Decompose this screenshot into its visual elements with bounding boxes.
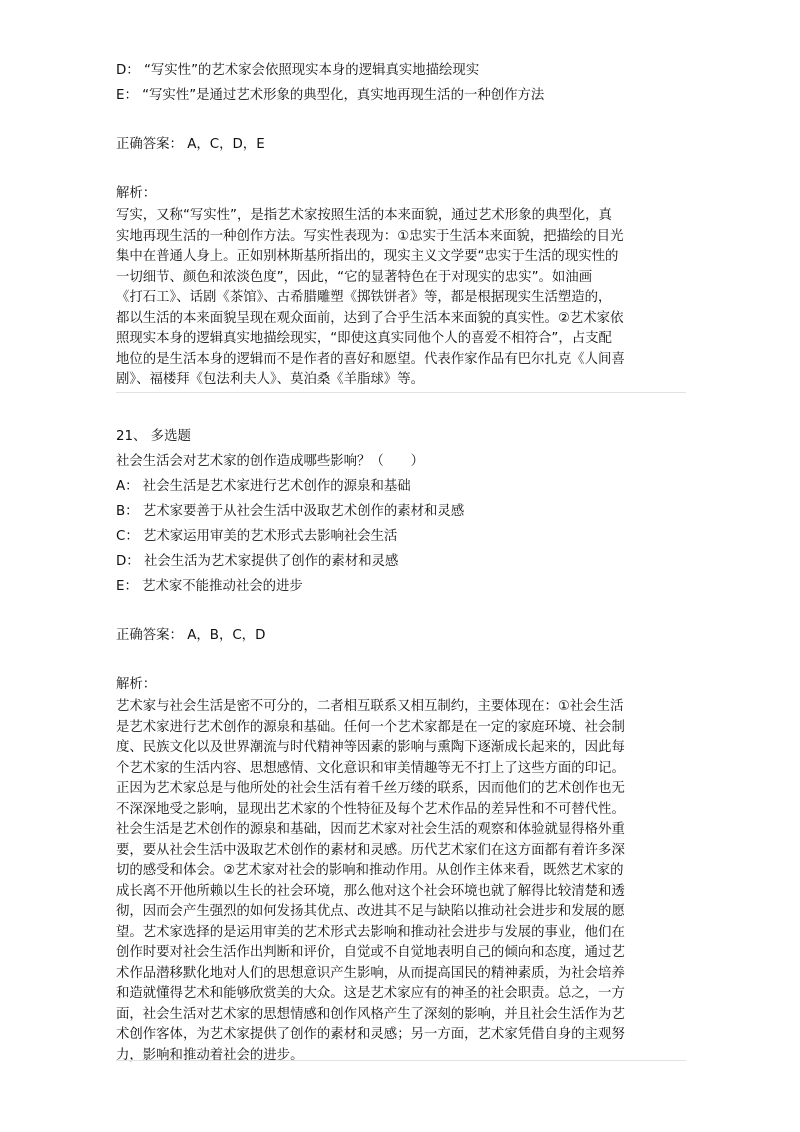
analysis-label: 解析： xyxy=(116,677,157,692)
option-b: B： 艺术家要善于从社会生活中汲取艺术创作的素材和灵感 xyxy=(116,504,465,519)
option-d: D： 社会生活为艺术家提供了创作的素材和灵感 xyxy=(116,554,399,569)
document-page xyxy=(116,58,686,391)
option-e: E： 艺术家不能推动社会的进步 xyxy=(116,579,303,594)
question-text: 社会生活会对艺术家的创作造成哪些影响？（ ） xyxy=(116,454,424,469)
option-c: C： 艺术家运用审美的艺术形式去影响社会生活 xyxy=(116,529,398,544)
correct-answer: 正确答案： A，C，D，E xyxy=(116,137,265,152)
question-21 xyxy=(116,424,686,1066)
question-number: 21、 多选题 xyxy=(116,429,191,444)
option-a: A： 社会生活是艺术家进行艺术创作的源泉和基础 xyxy=(116,479,411,494)
analysis-text: 艺术家与社会生活是密不可分的，二者相互联系又相互制约，主要体现在：①社会生活 是艺术家进行艺术创作的源泉和基础。任何一个艺术家都是在一定的家庭环境、社会制 度、民族文化以及世界潮流与时代精神等因素的影响与熏陶下逐渐成长起来的，因此每 个艺术家的生活内容、思想感情、文化意识和审美情趣等无不打上了这些方面的印记。 正因为艺术家总是与他所处的社会生活有着千丝万缕的联系，因而他们的艺术创作也无 不深深地受之影响，显现出艺术家的个性特征及每个艺术作品的差异性和不可替代性。 社会生活是艺术创作的源泉和基础，因而艺术家对社会生活的观察和体验就显得格外重 要，要从社会生活中汲取艺术创作的素材和灵感。历代艺术家们在这方面都有着许多深 切的感受和体会。②艺术家对社会的影响和推动作用。从创作主体来看，既然艺术家的 成长离不开他所赖以生长的社会环境，那么他对这个社会环境也就了解得比较清楚和透 彻，因而会产生强烈的如何发扬其优点、改进其不足与缺陷以推动社会进步和发展的愿 望。艺术家选择的是运用审美的艺术形式去影响和推动社会进步与发展的事业，他们在 创作时要对社会生活作出判断和评价，自觉或不自觉地表明自己的倾向和态度，通过艺 术作品潜移默化地对人们的思想意识产生影响，从而提高国民的精神素质，为社会培养 和造就懂得艺术和能够欣赏美的大众。这是艺术家应有的神圣的社会职责。总之，一方 面，社会生活对艺术家的思想情感和创作风格产生了深刻的影响，并且社会生活作为艺 术创作客体，为艺术家提供了创作的素材和灵感；另一方面，艺术家凭借自身的主观努 力，影响和推动着社会的进步。 xyxy=(116,699,625,1063)
analysis-label: 解析： xyxy=(116,186,157,201)
question-divider xyxy=(116,392,686,393)
option-e: E： “写实性”是通过艺术形象的典型化，真实地再现生活的一种创作方法 xyxy=(116,88,545,103)
question-divider xyxy=(116,1060,686,1061)
correct-answer: 正确答案： A，B，C，D xyxy=(116,628,266,643)
analysis-text: 写实，又称“写实性”，是指艺术家按照生活的本来面貌，通过艺术形象的典型化，真 实地再现生活的一种创作方法。写实性表现为：①忠实于生活本来面貌，把描绘的目光 集中在普通人身上。正如别林斯基所指出的，现实主义文学要“忠实于生活的现实性的 一切细节、颜色和浓淡色度”，因此，“它的显著特色在于对现实的忠实”。如油画 《打石工》、话剧《茶馆》、古希腊雕塑《掷铁饼者》等，都是根据现实生活塑造的， 都以生活的本来面貌呈现在观众面前，达到了合乎生活本来面貌的真实性。②艺术家依 照现实本身的逻辑真实地描绘现实，“即使这真实同他个人的喜爱不相符合”，占支配 地位的是生活本身的逻辑而不是作者的喜好和愿望。代表作家作品有巴尔扎克《人间喜 剧》、福楼拜《包法利夫人》、莫泊桑《羊脂球》等。 xyxy=(116,208,625,387)
option-d: D： “写实性”的艺术家会依照现实本身的逻辑真实地描绘现实 xyxy=(116,63,480,78)
